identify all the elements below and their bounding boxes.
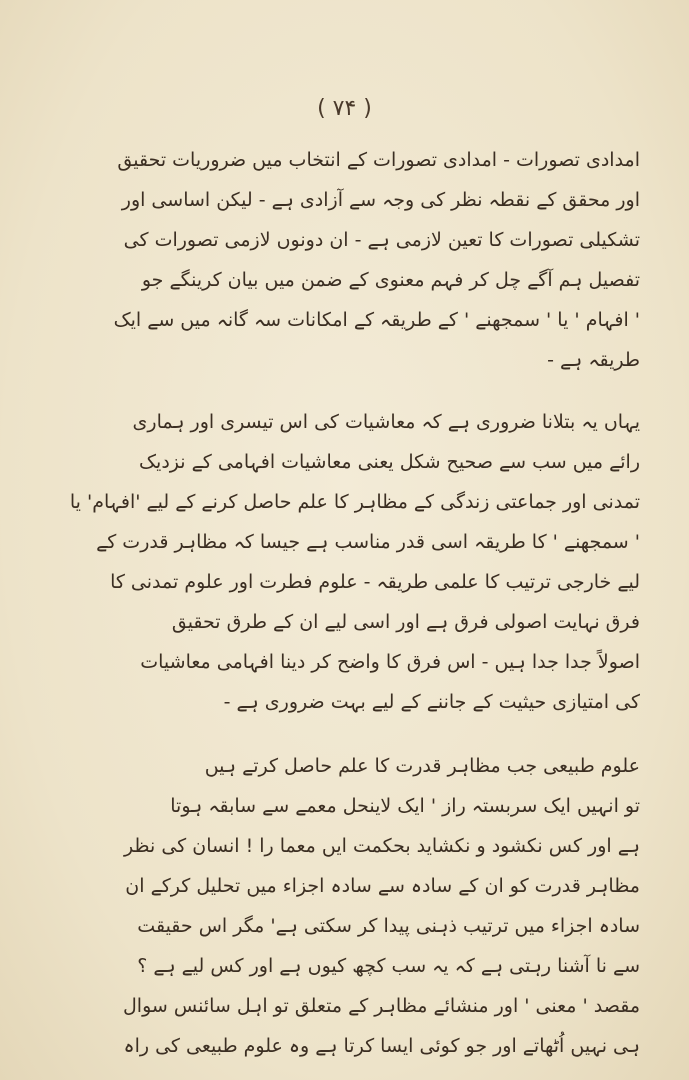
paragraph-spacer	[50, 380, 640, 402]
text-line: یہاں یہ بتلانا ضروری ہے کہ معاشیات کی اس تیسری اور ہماری	[132, 411, 640, 433]
text-line: تمدنی اور جماعتی زندگی کے مظاہر کا علم حاصل کرنے کے لیے 'افہام' یا	[69, 491, 640, 513]
page-number: ( ۷۴ )	[317, 96, 372, 121]
text-line: ہی نہیں اُٹھاتے اور جو کوئی ایسا کرتا ہے وہ علوم طبیعی کی راہ	[123, 1035, 640, 1057]
paragraph-2	[50, 402, 640, 722]
text-line: اور محقق کے نقطہ نظر کی وجہ سے آزادی ہے - لیکن اساسی اور	[121, 189, 640, 211]
text-line: طریقہ ہے -	[547, 349, 640, 371]
text-line: تو انہیں ایک سربستہ راز ' ایک لاینحل معمے سے سابقہ ہوتا	[170, 795, 640, 817]
text-line: کی امتیازی حیثیت کے جاننے کے لیے بہت ضروری ہے -	[223, 691, 640, 713]
text-line: مقصد ' معنی ' اور منشائے مظاہر کے متعلق تو اہل سائنس سوال	[122, 995, 640, 1017]
paragraph-1	[50, 140, 640, 380]
text-line: اصولاً جدا جدا ہیں - اس فرق کا واضح کر دینا افہامی معاشیات	[140, 651, 640, 673]
text-line: علوم طبیعی جب مظاہر قدرت کا علم حاصل کرتے ہیں	[204, 755, 640, 777]
text-line: ' افہام ' یا ' سمجھنے ' کے طریقہ کے امکانات سہ گانہ میں سے ایک	[113, 309, 640, 331]
text-line: ہے اور کس نکشود و نکشاید بحکمت ایں معما را ! انسان کی نظر	[123, 835, 640, 857]
text-line: سے نا آشنا رہتی ہے کہ یہ سب کچھ کیوں ہے اور کس لیے ہے ؟	[137, 955, 640, 977]
text-line: تشکیلی تصورات کا تعین لازمی ہے - ان دونوں لازمی تصورات کی	[123, 229, 640, 251]
paragraph-spacer	[50, 722, 640, 746]
text-line: فرق نہایت اصولی فرق ہے اور اسی لیے ان کے طرق تحقیق	[171, 611, 640, 633]
text-line: رائے میں سب سے صحیح شکل یعنی معاشیات افہامی کے نزدیک	[139, 451, 640, 473]
text-line: لیے خارجی ترتیب کا علمی طریقہ - علوم فطرت اور علوم تمدنی کا	[110, 571, 640, 593]
text-line: تفصیل ہم آگے چل کر فہم معنوی کے ضمن میں بیان کرینگے جو	[141, 269, 640, 291]
text-line: مظاہر قدرت کو ان کے سادہ سے سادہ اجزاء میں تحلیل کرکے ان	[125, 875, 640, 897]
page-text	[50, 140, 640, 1066]
text-line: امدادی تصورات - امدادی تصورات کے انتخاب میں ضروریات تحقیق	[117, 149, 640, 171]
paragraph-3	[50, 746, 640, 1066]
text-line: سادہ اجزاء میں ترتیب ذہنی پیدا کر سکتی ہے' مگر اس حقیقت	[137, 915, 640, 937]
text-line: ' سمجھنے ' کا طریقہ اسی قدر مناسب ہے جیسا کہ مظاہر قدرت کے	[96, 531, 640, 553]
